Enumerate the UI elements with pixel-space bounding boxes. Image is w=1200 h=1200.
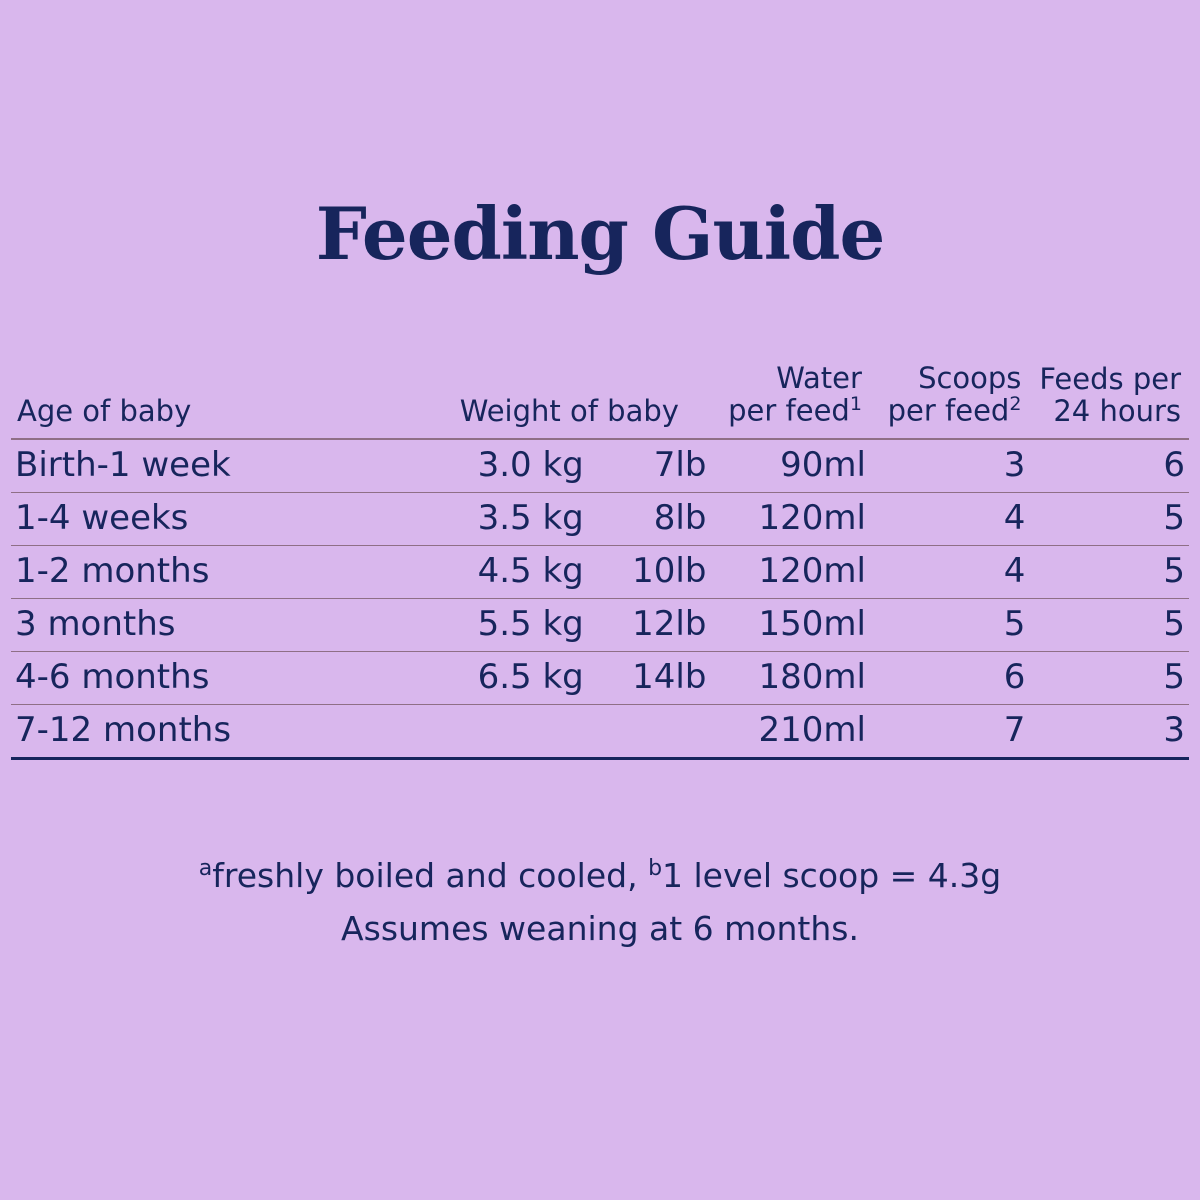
table-row (11, 598, 1189, 651)
cell-water-per-feed: 120ml (710, 545, 870, 598)
footnotes (0, 760, 1200, 956)
cell-weight-lb: 8lb (588, 492, 711, 545)
cell-water-per-feed: 150ml (710, 598, 870, 651)
cell-age: 3 months (11, 598, 428, 651)
column-header-scoops-footnote-marker: 2 (1009, 393, 1022, 416)
cell-weight-lb: 12lb (588, 598, 711, 651)
column-header-scoops-line2: per feed (887, 394, 1010, 429)
cell-scoops-per-feed: 4 (870, 492, 1030, 545)
cell-weight-lb: 10lb (588, 545, 711, 598)
cell-weight-kg: 4.5 kg (428, 545, 588, 598)
cell-weight-lb: 14lb (588, 651, 711, 704)
column-header-water-line1: Water (776, 361, 862, 395)
cell-water-per-feed: 210ml (710, 705, 870, 759)
cell-feeds-per-24-hours: 3 (1029, 705, 1189, 759)
feeding-table-container (11, 270, 1189, 760)
cell-weight-kg: 5.5 kg (428, 598, 588, 651)
footnote-text-b: 1 level scoop = 4.3g (662, 856, 1002, 896)
cell-water-per-feed: 120ml (710, 492, 870, 545)
cell-feeds-per-24-hours: 5 (1029, 492, 1189, 545)
cell-scoops-per-feed: 6 (870, 651, 1030, 704)
column-header-weight: Weight of baby (428, 362, 710, 439)
table-header (11, 362, 1189, 439)
cell-water-per-feed: 90ml (710, 439, 870, 493)
footnote-line-2: Assumes weaning at 6 months. (341, 908, 859, 948)
cell-scoops-per-feed: 4 (870, 545, 1030, 598)
cell-weight-lb: 7lb (588, 439, 711, 493)
column-header-age: Age of baby (11, 362, 428, 439)
cell-weight-kg: 3.0 kg (428, 439, 588, 493)
cell-weight-lb (588, 705, 711, 759)
feeding-table (11, 362, 1189, 760)
cell-age: 1-2 months (11, 545, 428, 598)
footnote-marker-a: a (198, 856, 213, 882)
cell-age: 1-4 weeks (11, 492, 428, 545)
page-title: Feeding Guide (315, 191, 885, 276)
column-header-water-footnote-marker: 1 (849, 393, 862, 416)
column-header-water-line2: per feed (728, 394, 850, 429)
cell-weight-kg (428, 705, 588, 759)
cell-water-per-feed: 180ml (710, 651, 870, 704)
table-row (11, 492, 1189, 545)
footnote-marker-b: b (648, 856, 663, 882)
cell-feeds-per-24-hours: 5 (1029, 545, 1189, 598)
cell-feeds-per-24-hours: 5 (1029, 598, 1189, 651)
cell-scoops-per-feed: 3 (870, 439, 1030, 493)
table-header-row (11, 362, 1189, 439)
table-row (11, 545, 1189, 598)
column-header-feeds-line2: 24 hours (1053, 394, 1181, 429)
column-header-scoops-line1: Scoops (918, 361, 1022, 395)
cell-age: Birth-1 week (11, 439, 428, 493)
cell-age: 7-12 months (11, 705, 428, 759)
footnote-line-1 (0, 850, 1200, 903)
column-header-water (710, 362, 870, 439)
cell-scoops-per-feed: 5 (870, 598, 1030, 651)
table-row (11, 705, 1189, 759)
cell-scoops-per-feed: 7 (870, 705, 1030, 759)
column-header-scoops (870, 362, 1030, 439)
footnote-text-a: freshly boiled and cooled, (212, 856, 649, 896)
column-header-feeds-line1: Feeds per (1039, 361, 1181, 396)
cell-feeds-per-24-hours: 5 (1029, 651, 1189, 704)
cell-weight-kg: 6.5 kg (428, 651, 588, 704)
cell-feeds-per-24-hours: 6 (1029, 439, 1189, 493)
table-row (11, 651, 1189, 704)
table-body (11, 439, 1189, 759)
cell-age: 4-6 months (11, 651, 428, 704)
table-row (11, 439, 1189, 493)
cell-weight-kg: 3.5 kg (428, 492, 588, 545)
column-header-feeds (1029, 362, 1189, 439)
